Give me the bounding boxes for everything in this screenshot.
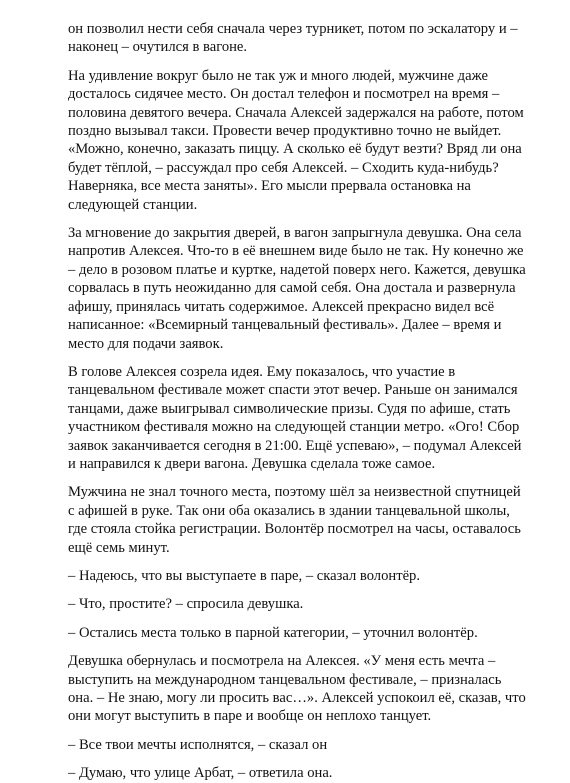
dialogue-line: – Все твои мечты исполнятся, – сказал он (68, 736, 328, 753)
dialogue-line: – Надеюсь, что вы выступаете в паре, – сказал волонтёр. (68, 567, 420, 584)
dialogue-line: – Остались места только в парной категории, – уточнил волонтёр. (68, 624, 478, 641)
dialogue-line: – Думаю, что улице Арбат, – ответила она. (68, 765, 333, 782)
paragraph: Мужчина не знал точного места, поэтому шёл за неизвестной спутницей с афишей в руке. Так они оба оказались в здании танцевальной школы, где стояла стойка регистрации. Волонтёр посмотрел на часы, оставалось ещё семь минут. (68, 484, 521, 556)
paragraph: На удивление вокруг было не так уж и много людей, мужчине даже досталось сидячее место. Он достал телефон и посмотрел на время – половина девятого вечера. Сначала Алексей задержался на работе, потом поздно вызывал такси. Провести вечер продуктивно точно не выйдет. «Можно, конечно, заказать пиццу. А сколько её будут везти? Вряд ли она будет тёплой, – рассуждал про себя Алексей. – Сходить куда-нибудь? Наверняка, все места заняты». Его мысли прервала остановка на следующей станции. (68, 67, 524, 213)
dialogue-line: – Что, простите? – спросила девушка. (68, 596, 304, 613)
paragraph: он позволил нести себя сначала через турникет, потом по эскалатору и – наконец – очутился в вагоне. (68, 21, 518, 56)
paragraph: В голове Алексея созрела идея. Ему показалось, что участие в танцевальном фестивале может спасти этот вечер. Раньше он занимался танцами, даже выигрывал символические призы. Судя по афише, стать участником фестиваля можно на следующей станции метро. «Ого! Сбор заявок заканчивается сегодня в 21:00. Ещё успеваю», – подумал Алексей и направился к двери вагона. Девушка сделала тоже самое. (68, 363, 522, 472)
paragraph: За мгновение до закрытия дверей, в вагон запрыгнула девушка. Она села напротив Алексея. Что-то в её внешнем виде было не так. Ну конечно же – дело в розовом платье и куртке, надетой поверх него. Кажется, девушка сорвалась в путь неожиданно для самой себя. Она достала и развернула афишу, принялась читать содержимое. Алексей прекрасно видел всё написанное: «Всемирный танцевальный фестиваль». Далее – время и место для подачи заявок. (68, 225, 526, 352)
paragraph: Девушка обернулась и посмотрела на Алексея. «У меня есть мечта – выступить на международном танцевальном фестивале, – призналась она. – Не знаю, могу ли просить вас…». Алексей успокоил её, сказав, что они могут выступить в паре и вообще он неплохо танцует. (68, 653, 526, 725)
